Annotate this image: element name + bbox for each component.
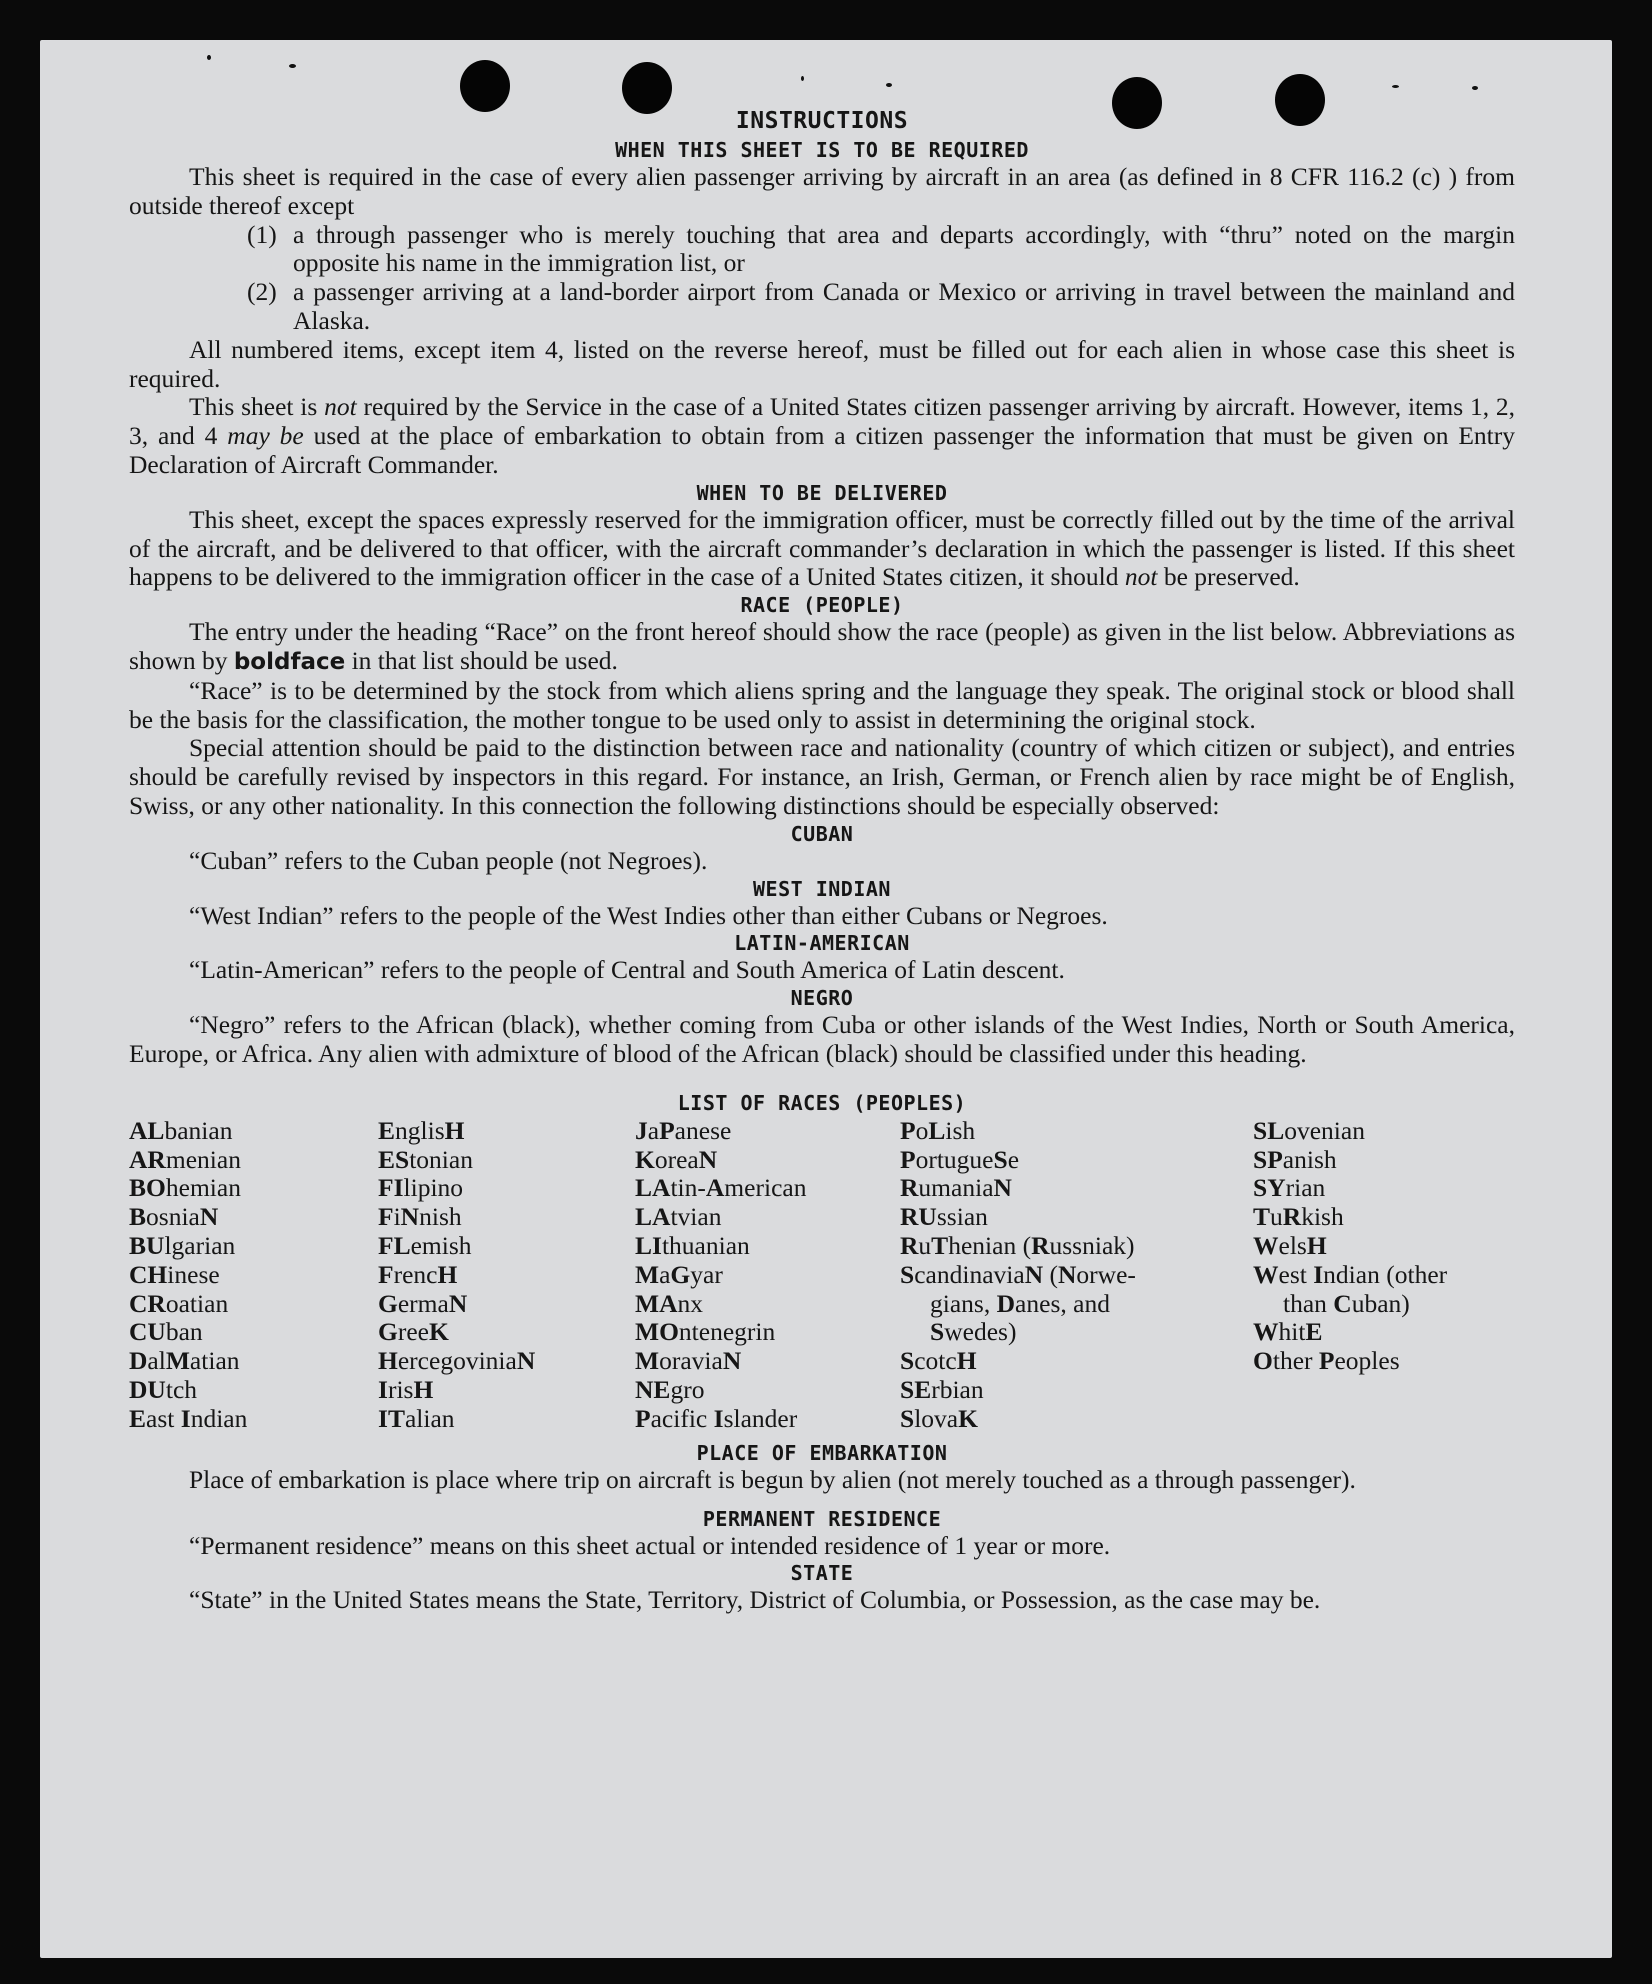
race-entry: CUban [129, 1317, 203, 1347]
paper-speck [1392, 85, 1399, 88]
document-page [40, 40, 1612, 1958]
paragraph-embarkation: Place of embarkation is place where trip on aircraft is begun by alien (not merely touched as a through passenger). [189, 1464, 1356, 1494]
race-entry: than Cuban) [1283, 1288, 1410, 1318]
paragraph-race-determined: “Race” is to be determined by the stock from which aliens spring and the language they speak. The original stock or blood shall be the basis for the classification, the mother tongue to be used only to assist in determining the original stock. [129, 675, 1515, 734]
race-entry: SLovenian [1253, 1115, 1365, 1145]
race-entry: LAtvian [635, 1202, 722, 1232]
races-column-4 [900, 1117, 1136, 1434]
race-entry: PortugueSe [900, 1144, 1020, 1174]
race-entry: DalMatian [129, 1346, 240, 1376]
race-entry: ITalian [378, 1403, 455, 1433]
race-entry: East Indian [129, 1403, 248, 1433]
race-entry: CHinese [129, 1259, 220, 1289]
paper-speck [801, 76, 804, 81]
paragraph-west-indian: “West Indian” refers to the people of the West Indies other than either Cubans or Negroes. [189, 900, 1108, 930]
race-entry: RumaniaN [900, 1173, 1012, 1203]
race-entry: Other Peoples [1253, 1346, 1400, 1376]
race-entry: gians, Danes, and [930, 1288, 1110, 1318]
race-entry: RuThenian (Russniak) [900, 1230, 1135, 1260]
race-entry: FLemish [378, 1230, 472, 1260]
race-entry: WhitE [1253, 1317, 1323, 1347]
race-entry: MOntenegrin [635, 1317, 776, 1347]
races-column-3 [635, 1117, 806, 1434]
paper-speck [289, 64, 296, 68]
race-entry: Swedes) [930, 1317, 1017, 1347]
paragraph-race-entry: The entry under the heading “Race” on the front hereof should show the race (people) as given in the list below. Abbreviations as shown by boldface in that list should be used. [129, 617, 1515, 675]
race-entry: ARmenian [129, 1144, 241, 1174]
race-entry: MoraviaN [635, 1346, 742, 1376]
race-entry: SYrian [1253, 1173, 1326, 1203]
races-list [129, 1117, 1515, 1437]
punch-hole [622, 62, 672, 114]
race-entry: Pacific Islander [635, 1403, 798, 1433]
race-entry: GreeK [378, 1317, 449, 1347]
paragraph-residence: “Permanent residence” means on this sheet actual or intended residence of 1 year or more. [189, 1530, 1111, 1560]
section-heading-when-delivered: WHEN TO BE DELIVERED [696, 480, 948, 505]
race-entry: NEgro [635, 1374, 705, 1404]
section-heading-state: STATE [790, 1561, 854, 1586]
race-entry: TuRkish [1253, 1202, 1344, 1232]
paper-speck [886, 83, 892, 87]
instructions-content [129, 110, 1515, 1615]
section-heading-latin-american: LATIN-AMERICAN [734, 931, 910, 956]
races-column-5 [1253, 1117, 1447, 1376]
race-entry: MAnx [635, 1288, 703, 1318]
race-entry: SErbian [900, 1374, 984, 1404]
item-text: a through passenger who is merely touching that area and departs accordingly, with “thru” noted on the margin opposite his name in the immigration list, or [293, 219, 1515, 278]
race-entry: WelsH [1253, 1230, 1327, 1260]
races-column-1 [129, 1117, 247, 1434]
race-entry: PoLish [900, 1115, 976, 1145]
race-entry: SlovaK [900, 1403, 978, 1433]
race-entry: West Indian (other [1253, 1259, 1448, 1289]
paragraph-numbered-items: All numbered items, except item 4, listed on the reverse hereof, must be filled out for each alien in whose case this sheet is required. [129, 334, 1515, 393]
section-heading-west-indian: WEST INDIAN [753, 876, 891, 901]
section-heading-when-required: WHEN THIS SHEET IS TO BE REQUIRED [615, 138, 1029, 162]
paragraph-latin-american: “Latin-American” refers to the people of Central and South America of Latin descent. [189, 955, 1065, 985]
race-entry: RUssian [900, 1202, 988, 1232]
race-entry: ScotcH [900, 1346, 977, 1376]
race-entry: CRoatian [129, 1288, 229, 1318]
race-entry: JaPanese [635, 1115, 732, 1145]
paper-speck [207, 55, 211, 60]
race-entry: ALbanian [129, 1115, 233, 1145]
section-heading-embarkation: PLACE OF EMBARKATION [696, 1440, 948, 1465]
race-entry: ScandinaviaN (Norwe- [900, 1259, 1136, 1289]
race-entry: FIlipino [378, 1173, 464, 1203]
punch-hole [460, 60, 510, 112]
list-of-races-heading: LIST OF RACES (PEOPLES) [677, 1090, 967, 1115]
section-heading-race: RACE (PEOPLE) [740, 593, 904, 618]
race-entry: LIthuanian [635, 1230, 750, 1260]
race-entry: DUtch [129, 1374, 198, 1404]
race-entry: LAtin-American [635, 1173, 807, 1203]
races-column-2 [378, 1117, 535, 1434]
race-entry: BosniaN [129, 1202, 219, 1232]
section-heading-cuban: CUBAN [790, 821, 854, 846]
race-entry: EnglisH [378, 1115, 465, 1145]
paragraph-citizen: This sheet is not required by the Service in the case of a United States citizen passenger arriving by aircraft. However, items 1, 2, 3, and 4 may be used at the place of embarkation to obtain from a citizen passenger the information that must be given on Entry Declaration of Aircraft Commander. [129, 392, 1515, 479]
exception-item-2 [247, 278, 1515, 336]
page-title: INSTRUCTIONS [735, 108, 909, 134]
paragraph-race-nationality: Special attention should be paid to the distinction between race and nationality (country of which citizen or subject), and entries should be carefully revised by inspectors in this regard. For instance, an Irish, German, or French alien by race might be of English, Swiss, or any other nationality. In this connection the following distinctions should be especially observed: [129, 733, 1515, 820]
section-heading-negro: NEGRO [790, 986, 854, 1011]
race-entry: IrisH [378, 1374, 434, 1404]
race-entry: MaGyar [635, 1259, 723, 1289]
race-entry: BOhemian [129, 1173, 241, 1203]
section-heading-residence: PERMANENT RESIDENCE [702, 1506, 942, 1531]
race-entry: GermaN [378, 1288, 468, 1318]
item-number: (2) [247, 277, 277, 307]
race-entry: HercegoviniaN [378, 1346, 536, 1376]
paragraph-delivered: This sheet, except the spaces expressly reserved for the immigration officer, must be correctly filled out by the time of the arrival of the aircraft, and be delivered to that officer, with the aircraft commander’s declaration in which the passenger is listed. If this sheet happens to be delivered to the immigration officer in the case of a United States citizen, it should not be preserved. [129, 504, 1515, 592]
race-entry: KoreaN [635, 1144, 718, 1174]
item-number: (1) [247, 219, 277, 249]
race-entry: EStonian [378, 1144, 473, 1174]
paragraph-cuban: “Cuban” refers to the Cuban people (not Negroes). [189, 845, 708, 875]
item-text: a passenger arriving at a land-border airport from Canada or Mexico or arriving in travel between the mainland and Alaska. [293, 277, 1515, 335]
race-entry: BUlgarian [129, 1230, 236, 1260]
race-entry: FiNnish [378, 1202, 462, 1232]
race-entry: SPanish [1253, 1144, 1337, 1174]
paragraph-required: This sheet is required in the case of every alien passenger arriving by aircraft in an area (as defined in 8 CFR 116.2 (c) ) from outside thereof except [129, 162, 1515, 220]
paragraph-state: “State” in the United States means the State, Territory, District of Columbia, or Possession, as the case may be. [189, 1585, 1321, 1615]
race-entry: FrencH [378, 1259, 458, 1289]
paper-speck [1472, 86, 1478, 90]
paragraph-negro: “Negro” refers to the African (black), whether coming from Cuba or other islands of the West Indies, North or South America, Europe, or Africa. Any alien with admixture of blood of the African (black) should be classified under this heading. [129, 1010, 1515, 1068]
exception-item-1 [247, 221, 1515, 279]
